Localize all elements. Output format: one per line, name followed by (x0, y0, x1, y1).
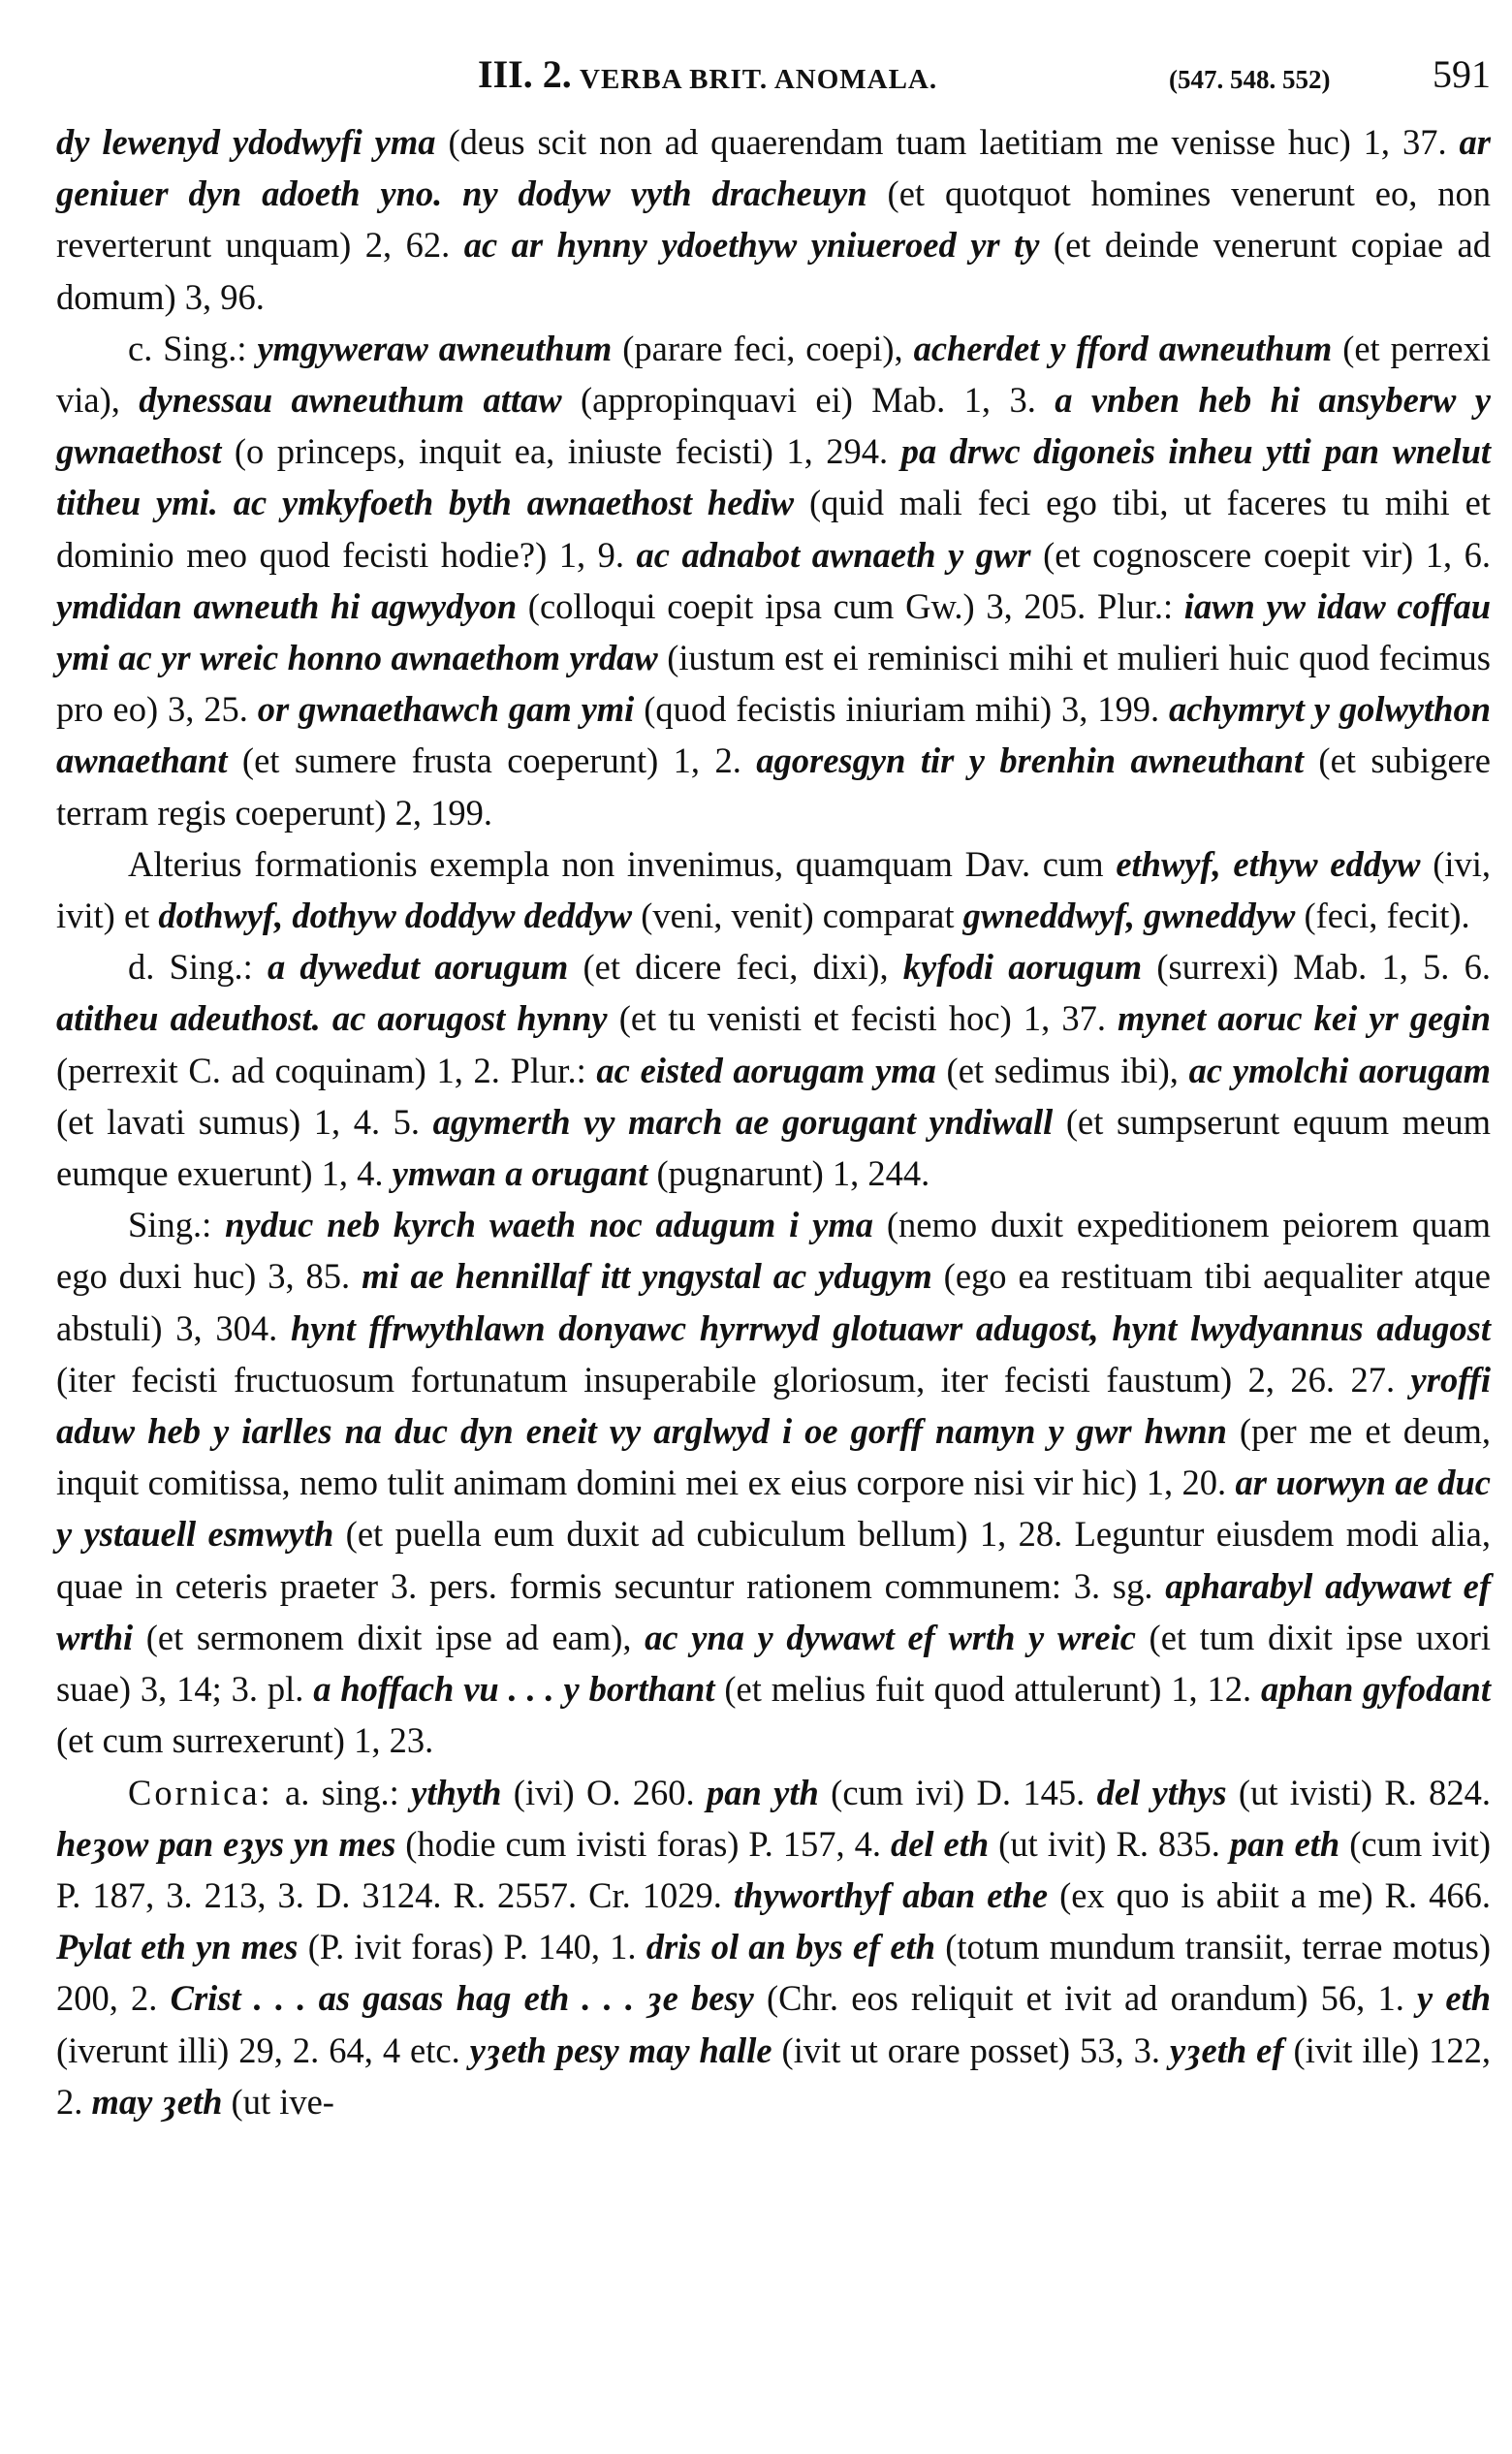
paragraph (56, 1199, 1491, 1766)
welsh-citation: dy lewenyd ydodwyfi yma (56, 122, 436, 162)
latin-text: d. Sing.: (128, 947, 268, 988)
welsh-citation: gwneddwyf, gwneddyw (962, 896, 1296, 936)
welsh-citation: del ythys (1096, 1772, 1227, 1812)
latin-text: (ivit ut orare posset) 53, 3. (772, 2029, 1171, 2070)
page-number: 591 (1433, 52, 1491, 96)
latin-text: (pugnarunt) 1, 244. (647, 1153, 930, 1194)
running-header (56, 48, 1491, 116)
latin-text: Cornica: (128, 1772, 273, 1812)
welsh-citation: nyduc neb kyrch waeth noc adugum i yma (225, 1205, 874, 1245)
paragraph (56, 941, 1491, 1199)
section-number: III. 2. (478, 52, 572, 96)
welsh-citation: yroffi aduw heb y iarlles na duc dyn eneit vy arglwyd i oe gorff namyn y gwr hwnn (56, 1359, 1491, 1452)
welsh-citation: ac ymolchi aorugam (1188, 1050, 1491, 1090)
latin-text: (cum ivi) D. 145. (818, 1772, 1097, 1812)
welsh-citation: ymwan a orugant (392, 1153, 648, 1194)
welsh-citation: heȝow pan eȝys yn mes (56, 1823, 396, 1864)
latin-text: (ut ivit) R. 835. (989, 1823, 1230, 1864)
latin-text: (nemo duxit expeditionem peiorem quam ego duxi huc) 3, 85. (56, 1205, 1491, 1297)
welsh-citation: or gwnaethawch gam ymi (257, 689, 635, 730)
latin-text: (surrexi) Mab. 1, 5. 6. (1142, 947, 1491, 988)
welsh-citation: dris ol an bys ef eth (646, 1927, 936, 1967)
welsh-citation: ac eisted aorugam yma (596, 1050, 936, 1090)
welsh-citation: pan yth (707, 1772, 819, 1812)
latin-text: c. Sing.: (128, 328, 258, 368)
welsh-citation: iawn yw idaw coffau ymi ac yr wreic honno awnaethom yrdaw (56, 585, 1492, 678)
latin-text: (ex quo is abiit a me) R. 466. (1048, 1874, 1491, 1915)
welsh-citation: may ȝeth (91, 2081, 223, 2122)
latin-text: (et puella eum duxit ad cubiculum bellum) 1, 28. Leguntur eiusdem modi alia, quae in ceteris praeter 3. pers. formis secuntur rationem communem: 3. sg. (56, 1514, 1492, 1606)
latin-text: (totum mundum transiit, terrae motus) 200, 2. (56, 1927, 1491, 2019)
welsh-citation: y eth (1417, 1978, 1492, 2019)
latin-text: (perrexit C. ad coquinam) 1, 2. Plur.: (56, 1050, 597, 1090)
welsh-citation: pan eth (1229, 1823, 1340, 1864)
welsh-citation: ymgyweraw awneuthum (257, 328, 613, 368)
latin-text: (ivit ille) 122, 2. (56, 2029, 1491, 2122)
welsh-citation: acherdet y fford awneuthum (913, 328, 1333, 368)
latin-text: (et dicere feci, dixi), (568, 947, 903, 988)
latin-text: (et cum surrexerunt) 1, 23. (56, 1720, 434, 1761)
latin-text: (hodie cum ivisti foras) P. 157, 4. (395, 1823, 891, 1864)
welsh-citation: Crist . . . as gasas hag eth . . . ȝe besy (170, 1978, 754, 2019)
latin-text: (iter fecisti fructuosum fortunatum insuperabile gloriosum, iter fecisti faustum) 2, 26. 27. (56, 1359, 1411, 1400)
welsh-citation: hynt ffrwythlawn donyawc hyrrwyd glotuawr adugost, hynt lwydyannus adugost (290, 1307, 1492, 1348)
paragraph (56, 323, 1491, 838)
welsh-citation: a vnben heb hi ansyberw y gwnaethost (56, 380, 1491, 472)
welsh-citation: aphan gyfodant (1260, 1669, 1491, 1710)
welsh-citation: mi ae hennillaf itt yngystal ac ydugym (362, 1256, 932, 1297)
welsh-citation: kyfodi aorugum (902, 947, 1143, 988)
welsh-citation: ac ar hynny ydoethyw yniueroed yr ty (463, 225, 1040, 266)
latin-text: (parare feci, coepi), (612, 328, 914, 368)
latin-text: (ivi, ivit) et (56, 843, 1492, 936)
welsh-citation: ethwyf, ethyw eddyw (1116, 843, 1421, 884)
latin-text: (et sermonem dixit ipse ad eam), (133, 1617, 646, 1657)
latin-text: Sing.: (128, 1205, 226, 1245)
latin-text: (veni, venit) comparat (632, 896, 963, 936)
welsh-citation: yȝeth pesy may halle (469, 2029, 772, 2070)
running-title: VERBA BRIT. ANOMALA. (580, 64, 938, 95)
latin-text: (et cognoscere coepit vir) 1, 6. (1030, 534, 1491, 575)
welsh-citation: agoresgyn tir y brenhin awneuthant (756, 740, 1304, 781)
welsh-citation: pa drwc digoneis inheu ytti pan wnelut titheu ymi. ac ymkyfoeth byth awnaethost hediw (56, 431, 1492, 523)
latin-text: (et subigere terram regis coeperunt) 2, 199. (56, 740, 1491, 833)
welsh-citation: apharabyl adywawt ef wrthi (56, 1565, 1492, 1657)
body-text (56, 116, 1491, 2127)
welsh-citation: ac adnabot awnaeth y gwr (636, 534, 1031, 575)
book-page (56, 48, 1491, 2127)
welsh-citation: Pylat eth yn mes (56, 1927, 299, 1967)
paragraph (56, 838, 1491, 941)
latin-text: (et sedimus ibi), (935, 1050, 1189, 1090)
latin-text: (colloqui coepit ipsa cum Gw.) 3, 205. Plur.: (517, 585, 1184, 626)
welsh-citation: dynessau awneuthum attaw (139, 380, 562, 421)
latin-text: (ut ivisti) R. 824. (1226, 1772, 1492, 1812)
latin-text: (et perrexi via), (56, 328, 1491, 421)
latin-text: (appropinquavi ei) Mab. 1, 3. (561, 380, 1055, 421)
latin-text: (ut ive- (222, 2081, 334, 2122)
latin-text: (deus scit non ad quaerendam tuam laetitiam me venisse huc) 1, 37. (435, 122, 1460, 162)
welsh-citation: del eth (890, 1823, 990, 1864)
latin-text: (quod fecistis iniuriam mihi) 3, 199. (634, 689, 1169, 730)
latin-text: (ivi) O. 260. (501, 1772, 708, 1812)
latin-text: (Chr. eos reliquit et ivit ad orandum) 56, 1. (753, 1978, 1417, 2019)
latin-text: (et deinde venerunt copiae ad domum) 3, 96. (56, 225, 1491, 317)
welsh-citation: a dywedut aorugum (267, 947, 569, 988)
welsh-citation: ar uorwyn ae duc y ystauell esmwyth (56, 1463, 1491, 1555)
latin-text: (per me et deum, inquit comitissa, nemo tulit animam domini mei ex eius corpore nisi vir hic) 1, 20. (56, 1411, 1491, 1503)
latin-text: (et tu venisti et fecisti hoc) 1, 37. (607, 998, 1118, 1039)
welsh-citation: a hoffach vu . . . y borthant (313, 1669, 715, 1710)
welsh-citation: thyworthyf aban ethe (733, 1874, 1049, 1915)
welsh-citation: ac yna y dywawt ef wrth y wreic (645, 1617, 1136, 1657)
latin-text: (et melius fuit quod attulerunt) 1, 12. (714, 1669, 1261, 1710)
latin-text: (iustum est ei reminisci mihi et mulieri huic quod fecimus pro eo) 3, 25. (56, 638, 1491, 730)
latin-text: (et lavati sumus) 1, 4. 5. (56, 1101, 433, 1142)
welsh-citation: ythyth (411, 1772, 502, 1812)
latin-text: (ego ea restituam tibi aequaliter atque abstuli) 3, 304. (56, 1256, 1491, 1348)
section-references: (547. 548. 552) (1169, 65, 1331, 94)
welsh-citation: mynet aoruc kei yr gegin (1118, 998, 1491, 1039)
latin-text: (et sumpserunt equum meum eumque exuerunt) 1, 4. (56, 1101, 1491, 1194)
latin-text: (et quotquot homines venerunt eo, non reverterunt unquam) 2, 62. (56, 173, 1491, 266)
paragraph (56, 1767, 1491, 2127)
welsh-citation: atitheu adeuthost. ac aorugost hynny (56, 998, 608, 1039)
latin-text: (iverunt illi) 29, 2. 64, 4 etc. (56, 2029, 470, 2070)
welsh-citation: achymryt y golwython awnaethant (56, 689, 1491, 781)
latin-text: (quid mali feci ego tibi, ut faceres tu mihi et dominio meo quod fecisti hodie?) 1, 9. (56, 483, 1491, 575)
paragraph (56, 116, 1491, 323)
welsh-citation: agymerth vy march ae gorugant yndiwall (432, 1101, 1054, 1142)
welsh-citation: ymdidan awneuth hi agwydyon (56, 585, 518, 626)
latin-text: (feci, fecit). (1295, 896, 1470, 936)
latin-text: (et sumere frusta coeperunt) 1, 2. (227, 740, 757, 781)
latin-text: a. sing.: (272, 1772, 412, 1812)
welsh-citation: yȝeth ef (1170, 2029, 1284, 2070)
latin-text: (et tum dixit ipse uxori suae) 3, 14; 3. pl. (56, 1617, 1491, 1710)
latin-text: (P. ivit foras) P. 140, 1. (298, 1927, 646, 1967)
latin-text: Alterius formationis exempla non invenimus, quamquam Dav. cum (128, 843, 1117, 884)
welsh-citation: dothwyf, dothyw doddyw deddyw (158, 896, 633, 936)
latin-text: (cum ivit) P. 187, 3. 213, 3. D. 3124. R. 2557. Cr. 1029. (56, 1823, 1492, 1915)
welsh-citation: ar geniuer dyn adoeth yno. ny dodyw vyth dracheuyn (56, 122, 1491, 214)
latin-text: (o princeps, inquit ea, iniuste fecisti) 1, 294. (221, 431, 901, 472)
